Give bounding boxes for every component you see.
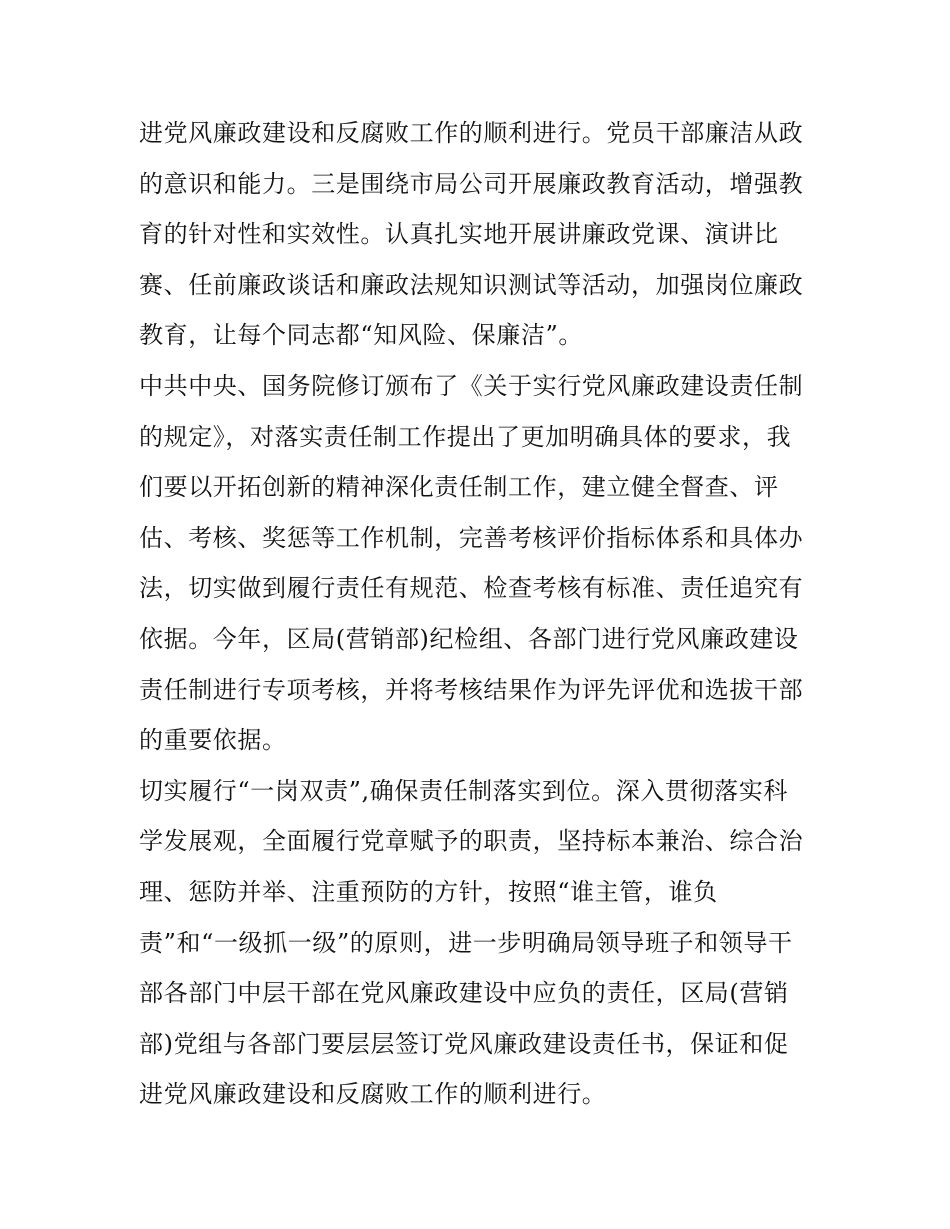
text-line: 学发展观，全面履行党章赋予的职责，坚持标本兼治、综合治 — [139, 827, 804, 856]
text-line: 估、考核、奖惩等工作机制，完善考核评价指标体系和具体办 — [139, 523, 804, 552]
text-line: 赛、任前廉政谈话和廉政法规知识测试等活动，加强岗位廉政 — [139, 270, 804, 299]
body-text — [139, 108, 819, 1120]
text-line: 责”和“一级抓一级”的原则，进一步明确局领导班子和领导干 — [139, 928, 793, 957]
text-line: 的重要依据。 — [139, 726, 287, 755]
text-line: 们要以开拓创新的精神深化责任制工作，建立健全督查、评 — [139, 473, 779, 502]
text-line: 理、惩防并举、注重预防的方针，按照“谁主管，谁负 — [139, 877, 718, 906]
text-line: 部)党组与各部门要层层签订党风廉政建设责任书，保证和促 — [139, 1029, 789, 1058]
text-line: 进党风廉政建设和反腐败工作的顺利进行。党员干部廉洁从政 — [139, 119, 804, 147]
text-line: 部各部门中层干部在党风廉政建设中应负的责任，区局(营销 — [139, 979, 789, 1008]
text-line: 教育，让每个同志都“知风险、保廉洁”。 — [139, 321, 583, 350]
text-line: 切实履行“一岗双责”,确保责任制落实到位。深入贯彻落实科 — [139, 776, 788, 805]
text-line: 进党风廉政建设和反腐败工作的顺利进行。 — [139, 1080, 607, 1109]
text-line: 法，切实做到履行责任有规范、检查考核有标准、责任追究有 — [139, 574, 804, 603]
text-line: 的意识和能力。三是围绕市局公司开展廉政教育活动，增强教 — [139, 169, 804, 198]
text-line: 育的针对性和实效性。认真扎实地开展讲廉政党课、演讲比 — [139, 220, 779, 249]
text-line: 责任制进行专项考核，并将考核结果作为评先评优和选拔干部 — [139, 675, 804, 704]
text-line: 依据。今年，区局(营销部)纪检组、各部门进行党风廉政建设 — [139, 624, 799, 653]
text-line: 的规定》，对落实责任制工作提出了更加明确具体的要求，我 — [139, 422, 792, 451]
text-line: 中共中央、国务院修订颁布了《关于实行党风廉政建设责任制 — [139, 371, 804, 400]
